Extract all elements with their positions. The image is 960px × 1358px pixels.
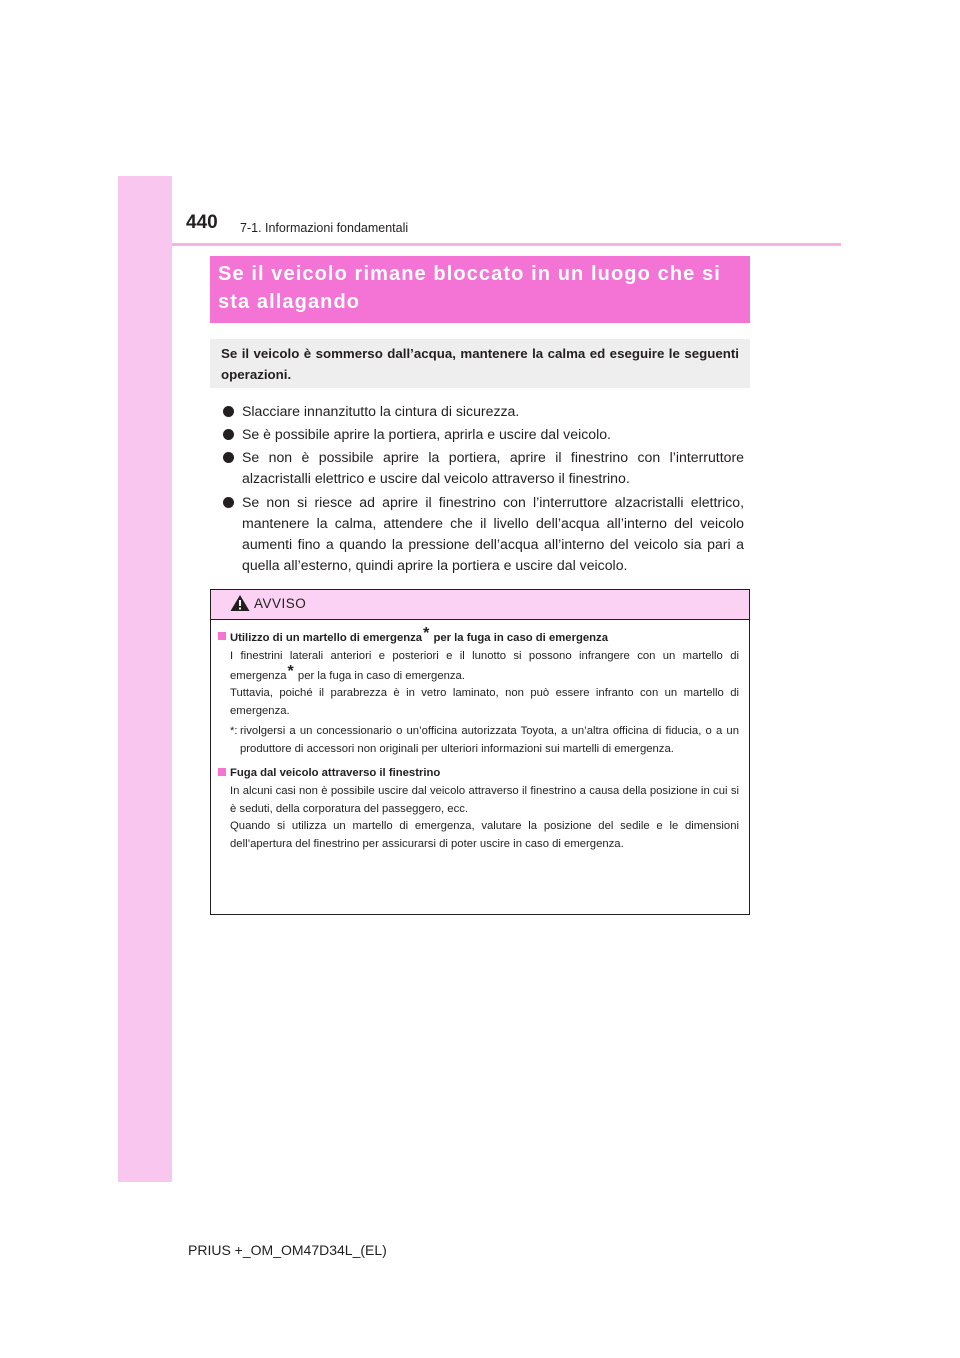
bullet-text: Se non si riesce ad aprire il finestrino con l’interruttore alzacristalli elettrico, mantenere la calma, attendere che il livello dell’acqua all’interno del veicolo aumenti fino a quando la pressione dell’acqua all’interno del veicolo sia pari a quella all’esterno, quindi aprire la portiera e uscire dal veicolo. bbox=[242, 493, 744, 573]
footnote-mark: *: bbox=[230, 725, 238, 737]
asterisk-mark: * bbox=[423, 625, 430, 642]
bullet-item bbox=[222, 447, 744, 489]
section-label: 7-1. Informazioni fondamentali bbox=[240, 221, 409, 235]
intro-text: Se il veicolo è sommerso dall’acqua, mantenere la calma ed eseguire le seguenti operazioni. bbox=[221, 346, 739, 382]
title-part: Utilizzo di un martello di emergenza bbox=[230, 632, 423, 644]
bullet-icon bbox=[223, 452, 234, 463]
warning-triangle-icon bbox=[230, 594, 250, 612]
bullet-list bbox=[222, 401, 744, 578]
title-box bbox=[210, 256, 750, 323]
warning-section-window bbox=[218, 763, 739, 853]
warning-section-title bbox=[218, 627, 739, 648]
bullet-text: Slacciare innanzitutto la cintura di sicurezza. bbox=[242, 403, 520, 419]
warning-body bbox=[218, 627, 739, 858]
footnote-text: rivolgersi a un concessionario o un’officina autorizzata Toyota, a un’altra officina di fiducia, o a un produttore di accessori non originali per ulteriori informazioni sui martelli di emergenza. bbox=[240, 725, 739, 755]
bullet-item bbox=[222, 424, 744, 445]
bullet-item bbox=[222, 401, 744, 422]
side-bar bbox=[118, 176, 172, 1182]
warning-box bbox=[210, 589, 750, 915]
bullet-text: Se è possibile aprire la portiera, aprirla e uscire dal veicolo. bbox=[242, 426, 611, 443]
bullet-icon bbox=[223, 429, 234, 440]
footer-code: PRIUS +_OM_OM47D34L_(EL) bbox=[188, 1242, 387, 1258]
title-part: per la fuga in caso di emergenza bbox=[433, 632, 608, 644]
intro-box bbox=[210, 339, 750, 388]
warning-paragraph: Tuttavia, poiché il parabrezza è in vetro laminato, non può essere infranto con un martello di emergenza. bbox=[230, 687, 739, 717]
square-bullet-icon bbox=[218, 768, 226, 776]
title-part: Fuga dal veicolo attraverso il finestrino bbox=[230, 767, 441, 779]
warning-header bbox=[211, 590, 749, 620]
footnote bbox=[218, 723, 739, 758]
page-number: 440 bbox=[186, 212, 218, 233]
square-bullet-icon bbox=[218, 632, 226, 640]
asterisk-mark: * bbox=[287, 662, 294, 680]
warning-section-title bbox=[218, 763, 739, 783]
warning-paragraph bbox=[218, 648, 739, 685]
warning-title: AVVISO bbox=[254, 596, 307, 611]
bullet-item bbox=[222, 492, 744, 576]
page-title: Se il veicolo rimane bloccato in un luogo che si sta allagando bbox=[218, 263, 721, 313]
paragraph-part: per la fuga in caso di emergenza. bbox=[297, 669, 465, 682]
warning-paragraph: Quando si utilizza un martello di emergenza, valutare la posizione del sedile e le dimensioni dell’apertura del finestrino per assicurarsi di poter uscire in caso di emergenza. bbox=[230, 820, 739, 850]
warning-paragraph: In alcuni casi non è possibile uscire dal veicolo attraverso il finestrino a causa della posizione in cui si è seduti, della corporatura del passeggero, ecc. bbox=[230, 785, 739, 815]
paragraph-part: I finestrini laterali anteriori e posteriori e il lunotto si possono infrangere con un martello di emergenza bbox=[230, 650, 739, 682]
bullet-text: Se non è possibile aprire la portiera, aprire il finestrino con l’interruttore alzacristalli elettrico e uscire dal veicolo attraverso il finestrino. bbox=[242, 449, 744, 487]
warning-section-hammer bbox=[218, 627, 739, 758]
bullet-icon bbox=[223, 406, 234, 417]
bullet-icon bbox=[223, 497, 234, 508]
header-rule bbox=[172, 243, 841, 246]
